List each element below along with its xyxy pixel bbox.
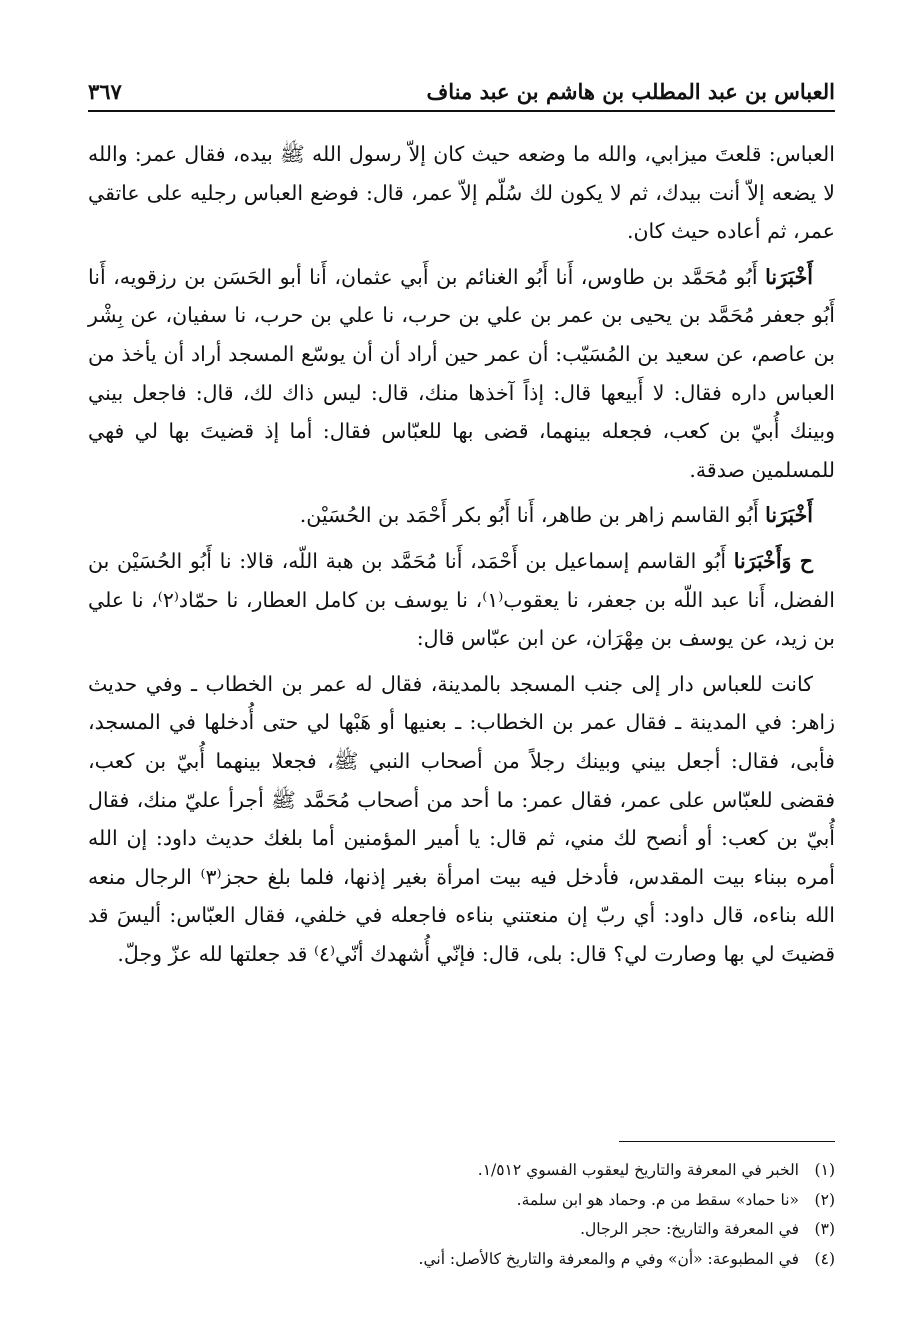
paragraph-text: أَبُو القاسم زاهر بن طاهر، أَنا أَبُو بكر أَحْمَد بن الحُسَيْن. — [299, 503, 766, 528]
paragraph-text: كانت للعباس دار إلى جنب المسجد بالمدينة، فقال له عمر بن الخطاب ـ وفي حديث زاهر: في المدينة ـ فقال عمر بن الخطاب: ـ بعنيها أو هَبْها لي حتى أُدخلها في المسجد، فأبى، فقال: أجعل بيني وبينك رجلاً من أصحاب النبي ﷺ، فجعلا بينهما أُبيّ بن كعب، فقضى للعبّاس على عمر، فقال عمر: ما أحد من أصحاب مُحَمَّد ﷺ أجرأ عليّ منك، فقال أُبيّ بن كعب: أو أنصح لك مني، ثم قال: يا أمير المؤمنين أما بلغك حديث داود: إن الله أمره ببناء بيت المقدس، فأدخل فيه بيت امرأة بغير إذنها، فلما بلغ حجز⁽٣⁾ الرجال منعه الله بناءه، قال داود: أي ربّ إن منعتني بناءه فاجعله في خلفي، فقال العبّاس: أليسَ قد قضيتَ لي بها وصارت لي؟ قال: بلى، قال: فإنّي أُشهدك أنّي⁽٤⁾ قد جعلتها لله عزّ وجلّ. — [88, 671, 835, 966]
isnad-keyword: أَخْبَرَنا — [765, 264, 813, 289]
footnote-text: في المعرفة والتاريخ: حجر الرجال. — [580, 1220, 799, 1238]
footnote-number: (٣) — [814, 1220, 835, 1238]
footnote-text: «نا حماد» سقط من م. وحماد هو ابن سلمة. — [516, 1190, 799, 1209]
footnote — [88, 1186, 835, 1216]
isnad-keyword: ح وَأَخْبَرَنا — [733, 548, 813, 573]
header-title: العباس بن عبد المطلب بن هاشم بن عبد مناف — [426, 79, 835, 104]
paragraph — [88, 665, 835, 974]
paragraph — [88, 258, 835, 490]
page-number: ٣٦٧ — [88, 79, 122, 104]
footnote-text: الخبر في المعرفة والتاريخ ليعقوب الفسوي ١/٥١٢. — [477, 1161, 799, 1179]
footnote-number: (٢) — [814, 1190, 835, 1209]
footnote — [88, 1156, 835, 1186]
paragraph — [88, 496, 835, 535]
isnad-keyword: أَخْبَرَنا — [765, 503, 813, 528]
paragraph — [88, 135, 835, 251]
footnote-separator — [619, 1141, 835, 1142]
footnote-number: (٤) — [814, 1249, 835, 1268]
footnotes — [88, 1156, 835, 1274]
paragraph-text: أَبُو مُحَمَّد بن طاوس، أَنا أَبُو الغنائم بن أَبي عثمان، أَنا أبو الحَسَن بن رزقويه، أَنا أَبُو جعفر مُحَمَّد بن يحيى بن عمر بن علي بن حرب، نا علي بن حرب، نا سفيان، عن بِشْر بن عاصم، عن سعيد بن المُسَيّب: أن عمر حين أراد أن أن يوسّع المسجد أراد أن يأخذ من العباس داره فقال: لا أَبيعها قال: إذاً آخذها منك، قال: ليس ذاك لك، قال: فاجعل بيني وبينك أُبيّ بن كعب، فجعله بينهما، قضى بها للعبّاس فقال: أما إذ قضيتَ بها لي فهي للمسلمين صدقة. — [88, 264, 835, 482]
footnote — [88, 1245, 835, 1275]
paragraph — [88, 542, 835, 658]
footnote — [88, 1215, 835, 1245]
main-text — [88, 135, 835, 980]
footnote-number: (١) — [814, 1161, 835, 1179]
paragraph-text: أَبُو القاسم إسماعيل بن أَحْمَد، أَنا مُحَمَّد بن هبة اللّه، قالا: نا أَبُو الحُسَيْن بن الفضل، أَنا عبد اللّه بن جعفر، نا يعقوب⁽١⁾، نا يوسف بن كامل العطار، نا حمّاد⁽٢⁾، نا علي بن زيد، عن يوسف بن مِهْرَان، عن ابن عبّاس قال: — [88, 548, 835, 651]
running-header — [88, 70, 835, 112]
footnote-text: في المطبوعة: «أن» وفي م والمعرفة والتاريخ كالأصل: أني. — [418, 1249, 799, 1268]
paragraph-text: العباس: قلعتَ ميزابي، والله ما وضعه حيث كان إلاّ رسول الله ﷺ بيده، فقال عمر: والله لا يضعه إلاّ أنت بيدك، ثم لا يكون لك سُلّم إلاّ عمر، قال: فوضع العباس رجليه على عاتقي عمر، ثم أعاده حيث كان. — [88, 142, 835, 244]
